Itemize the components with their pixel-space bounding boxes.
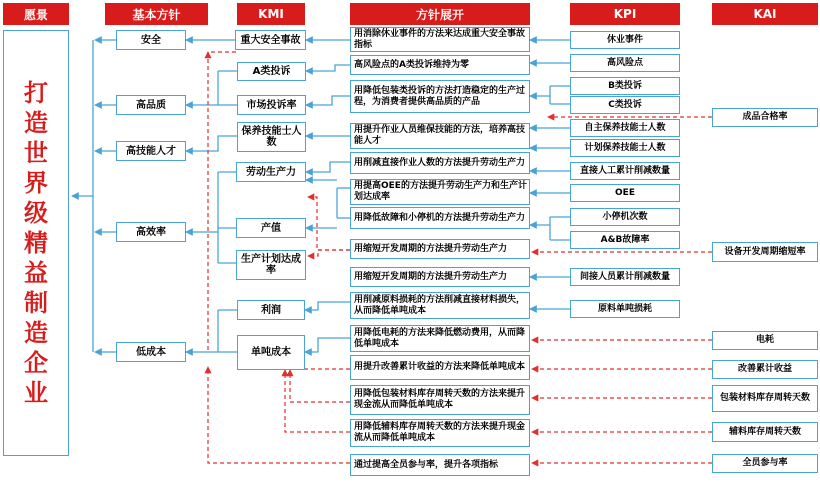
- kpi-item: 原料单吨损耗: [570, 300, 680, 318]
- header-kai: KAI: [712, 3, 818, 25]
- kpi-item: 小停机次数: [570, 208, 680, 226]
- vision-char: 造: [24, 319, 48, 347]
- expand-item: 用削减直接作业人数的方法提升劳动生产力: [350, 152, 530, 174]
- header-vision: 愿景: [3, 3, 69, 25]
- kai-item: 设备开发周期缩短率: [712, 242, 818, 262]
- header-kmi: KMI: [237, 3, 305, 25]
- expand-item: 高风险点的A类投诉维持为零: [350, 55, 530, 75]
- kai-item: 电耗: [712, 331, 818, 350]
- expand-item: 用降低故障和小停机的方法提升劳动生产力: [350, 207, 530, 229]
- header-basic-policy: 基本方针: [105, 3, 208, 25]
- kmi-output-value: 产值: [236, 218, 306, 238]
- vision-char: 打: [24, 79, 48, 107]
- header-kpi: KPI: [570, 3, 680, 25]
- vision-box: [3, 30, 69, 456]
- header-policy-expansion: 方针展开: [350, 3, 530, 25]
- kmi-maintenance-skill-count: 保养技能士人数: [237, 122, 306, 152]
- vision-char: 业: [24, 379, 48, 407]
- kai-item: 改善累计收益: [712, 360, 818, 379]
- kmi-class-a-complaint: A类投诉: [237, 62, 306, 81]
- vision-char: 制: [24, 289, 48, 317]
- expand-item: 用提高OEE的方法提升劳动生产力和生产计划达成率: [350, 179, 530, 205]
- vision-char: 企: [24, 349, 48, 377]
- kmi-cost-per-ton: 单吨成本: [237, 335, 305, 370]
- kmi-plan-achievement-rate: 生产计划达成率: [236, 250, 306, 280]
- kpi-item: 高风险点: [570, 54, 680, 72]
- expand-item: 用降低辅料库存周转天数的方法来提升现金流从而降低单吨成本: [350, 419, 530, 447]
- basic-high-quality: 高品质: [116, 95, 186, 115]
- kpi-item: A&B故障率: [570, 231, 680, 249]
- kpi-item: 直接人工累计削减数量: [570, 162, 680, 180]
- kpi-item: C类投诉: [570, 96, 680, 114]
- kai-item: 辅料库存周转天数: [712, 422, 818, 442]
- vision-char: 造: [24, 109, 48, 137]
- basic-low-cost: 低成本: [116, 342, 186, 362]
- vision-char: 精: [24, 229, 48, 257]
- basic-high-efficiency: 高效率: [116, 222, 186, 242]
- kpi-item: 计划保养技能士人数: [570, 139, 680, 157]
- expand-item: 用提升改善累计收益的方法来降低单吨成本: [350, 355, 530, 380]
- kpi-item: 休业事件: [570, 31, 680, 49]
- expand-item: 用缩短开发周期的方法提升劳动生产力: [350, 239, 530, 259]
- expand-item: 用提升作业人员维保技能的方法，培养高技能人才: [350, 123, 530, 149]
- vision-char: 级: [24, 199, 48, 227]
- expand-item: 用降低电耗的方法来降低燃动费用，从而降低单吨成本: [350, 325, 530, 352]
- vision-char: 世: [24, 139, 48, 167]
- kmi-major-safety-accident: 重大安全事故: [235, 30, 306, 50]
- vision-char: 益: [24, 259, 48, 287]
- expand-item: 用降低包装类投诉的方法打造稳定的生产过程，为消费者提供高品质的产品: [350, 80, 530, 113]
- kai-item: 成品合格率: [712, 108, 818, 127]
- vision-char: 界: [24, 169, 48, 197]
- kpi-item: 间接人员累计削减数量: [570, 268, 680, 286]
- expand-item: 用削减原料损耗的方法削减直接材料损失，从而降低单吨成本: [350, 292, 530, 319]
- basic-high-skill-talent: 高技能人才: [116, 141, 186, 161]
- kmi-market-complaint-rate: 市场投诉率: [237, 95, 306, 115]
- kpi-item: B类投诉: [570, 77, 680, 95]
- expand-item: 用缩短开发周期的方法提升劳动生产力: [350, 267, 530, 287]
- kmi-labor-productivity: 劳动生产力: [236, 162, 306, 182]
- expand-item: 用消除休业事件的方法来达成重大安全事故指标: [350, 27, 530, 52]
- kmi-profit: 利润: [237, 300, 305, 320]
- expand-item: 用降低包装材料库存周转天数的方法来提升现金流从而降低单吨成本: [350, 385, 530, 415]
- kpi-item: 自主保养技能士人数: [570, 119, 680, 137]
- kai-item: 包装材料库存周转天数: [712, 385, 818, 412]
- kpi-item: OEE: [570, 184, 680, 202]
- basic-safety: 安全: [116, 30, 186, 50]
- kai-item: 全员参与率: [712, 454, 818, 473]
- expand-item: 通过提高全员参与率，提升各项指标: [350, 454, 530, 476]
